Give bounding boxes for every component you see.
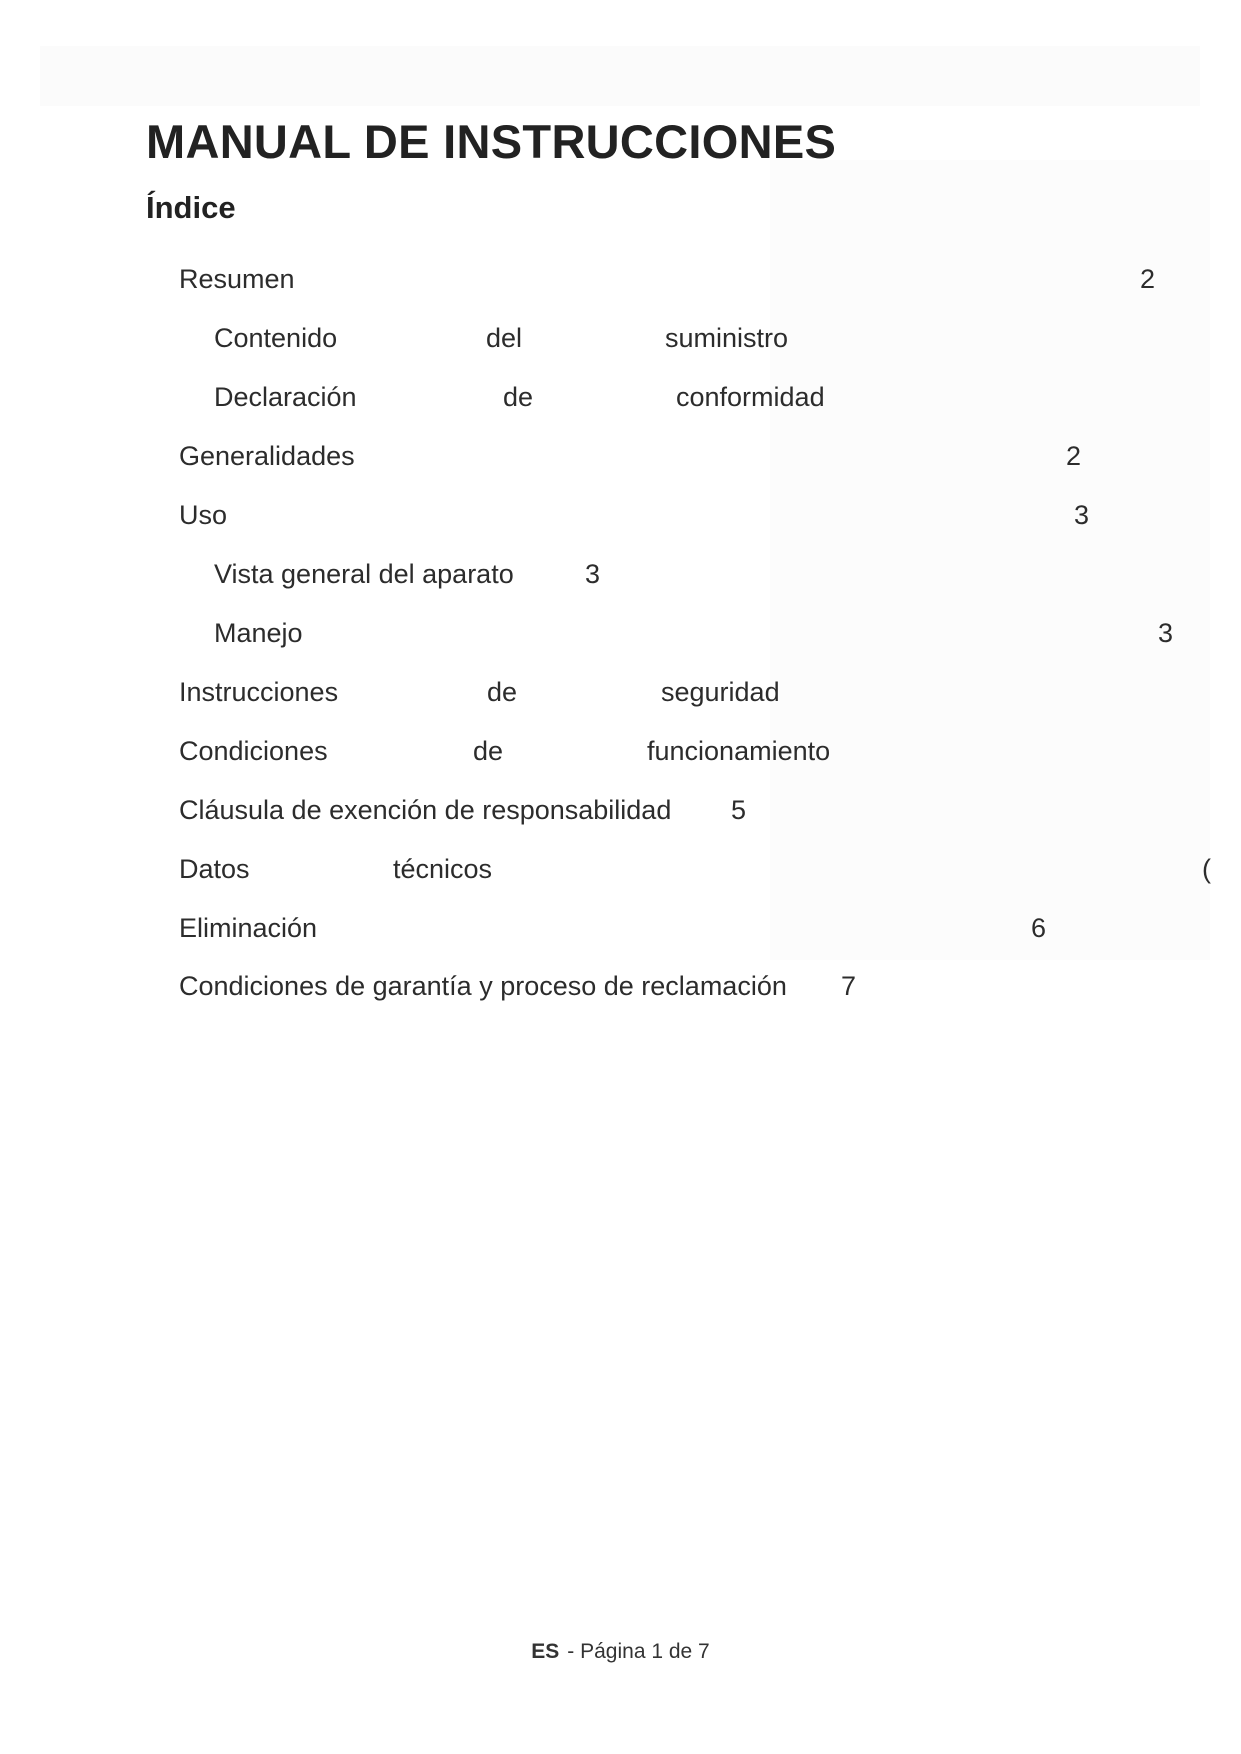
toc-entry-label: Cláusula de exención de responsabilidad xyxy=(179,795,672,825)
toc-entry-page: 3 xyxy=(1074,500,1090,530)
toc-entry-label: Contenido xyxy=(214,323,338,353)
toc-entry-label: de xyxy=(473,736,504,766)
toc-entry-instrucciones[interactable] xyxy=(0,672,1241,712)
toc-entry-page: 6 xyxy=(1031,913,1047,943)
toc-entry-label: suministro xyxy=(665,323,789,353)
language-code: ES xyxy=(531,1640,560,1663)
toc-heading: Índice xyxy=(146,190,236,225)
toc-entry-label: Condiciones de garantía y proceso de reclamación xyxy=(179,971,787,1001)
toc-entry-label: Instrucciones xyxy=(179,677,339,707)
toc-entry-page: 2 xyxy=(1140,264,1156,294)
toc-entry-label: conformidad xyxy=(676,382,825,412)
toc-entry-contenido[interactable] xyxy=(0,318,1241,358)
toc-entry-page: 7 xyxy=(841,971,857,1001)
toc-entry-label: del xyxy=(486,323,523,353)
toc-entry-label: Datos xyxy=(179,854,250,884)
toc-entry-label: Manejo xyxy=(214,618,303,648)
toc-entry-garantia[interactable] xyxy=(0,966,1241,1006)
toc-entry-resumen[interactable] xyxy=(0,259,1241,299)
toc-entry-label: técnicos xyxy=(393,854,493,884)
toc-entry-declaracion[interactable] xyxy=(0,377,1241,417)
page-number: - Página 1 de 7 xyxy=(567,1640,710,1663)
toc-entry-eliminacion[interactable] xyxy=(0,908,1241,948)
toc-entry-label: de xyxy=(503,382,534,412)
toc-entry-uso[interactable] xyxy=(0,495,1241,535)
toc-entry-vista-general[interactable] xyxy=(0,554,1241,594)
toc-entry-label: seguridad xyxy=(661,677,780,707)
toc-entry-label: Vista general del aparato xyxy=(214,559,514,589)
toc-entry-label: funcionamiento xyxy=(647,736,831,766)
toc-entry-label: Uso xyxy=(179,500,228,530)
toc-entry-page: ( xyxy=(1202,854,1211,884)
toc-entry-page: 3 xyxy=(585,559,601,589)
toc-entry-manejo[interactable] xyxy=(0,613,1241,653)
toc-entry-datos[interactable] xyxy=(0,849,1241,889)
toc-entry-label: Condiciones xyxy=(179,736,328,766)
toc-entry-generalidades[interactable] xyxy=(0,436,1241,476)
toc-entry-label: Generalidades xyxy=(179,441,355,471)
page-footer xyxy=(0,1640,1241,1664)
toc-entry-label: Eliminación xyxy=(179,913,318,943)
toc-entry-condiciones[interactable] xyxy=(0,731,1241,771)
toc-entry-label: de xyxy=(487,677,518,707)
toc-entry-label: Resumen xyxy=(179,264,295,294)
toc-entry-label: Declaración xyxy=(214,382,357,412)
toc-entry-page: 2 xyxy=(1066,441,1082,471)
toc-entry-page: 5 xyxy=(731,795,747,825)
document-title: MANUAL DE INSTRUCCIONES xyxy=(146,115,837,168)
toc-entry-page: 3 xyxy=(1158,618,1174,648)
toc-entry-clausula[interactable] xyxy=(0,790,1241,830)
